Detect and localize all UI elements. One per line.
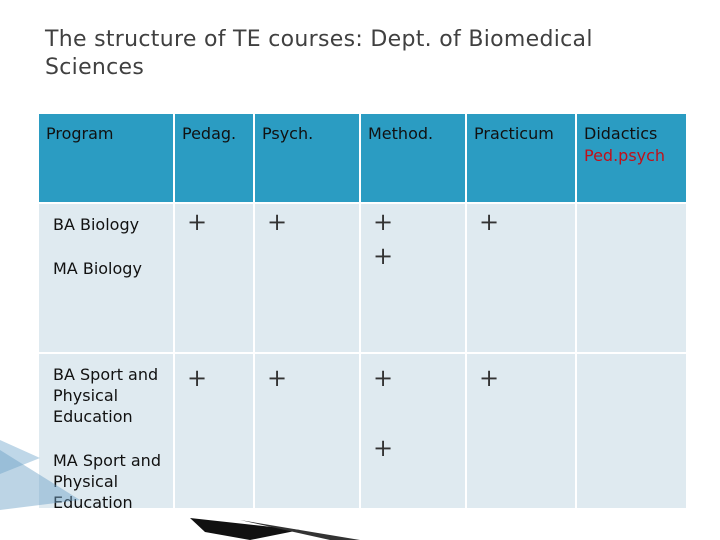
program-ba-sport: BA Sport and Physical Education [53, 365, 159, 426]
slide-title: The structure of TE courses: Dept. of Biomedical Sciences [45, 27, 593, 80]
method-cell [360, 203, 466, 353]
plus-mark: + [373, 364, 394, 392]
program-ba-biology: BA Biology [53, 215, 140, 234]
program-cell [38, 203, 174, 353]
header-didactics-label: Didactics [584, 124, 658, 143]
header-pedpsych-label: Ped.psych [584, 146, 666, 165]
header-cell [576, 113, 687, 203]
plus-mark: + [479, 208, 500, 236]
program-ma-biology: MA Biology [53, 259, 142, 278]
program-ma-sport: MA Sport and Physical Education [53, 451, 161, 512]
didactics-cell [576, 203, 687, 353]
header-cell [174, 113, 254, 203]
plus-mark: + [373, 208, 394, 236]
header-row [38, 113, 687, 203]
decorative-swoosh [0, 440, 720, 540]
plus-mark: + [267, 364, 288, 392]
header-method: Method. [368, 124, 434, 143]
header-cell [254, 113, 360, 203]
header-pedag: Pedag. [182, 124, 237, 143]
plus-mark: + [479, 364, 500, 392]
pedag-cell [174, 203, 254, 353]
header-cell [466, 113, 576, 203]
header-psych: Psych. [262, 124, 314, 143]
header-cell [360, 113, 466, 203]
psych-cell [254, 203, 360, 353]
header-program: Program [46, 124, 114, 143]
table-row [38, 203, 687, 353]
plus-mark: + [267, 208, 288, 236]
header-cell [38, 113, 174, 203]
header-practicum: Practicum [474, 124, 554, 143]
plus-mark: + [187, 208, 208, 236]
plus-mark: + [187, 364, 208, 392]
plus-mark: + [373, 434, 394, 462]
practicum-cell [466, 203, 576, 353]
plus-mark: + [373, 242, 394, 270]
header-didactics [577, 114, 686, 167]
